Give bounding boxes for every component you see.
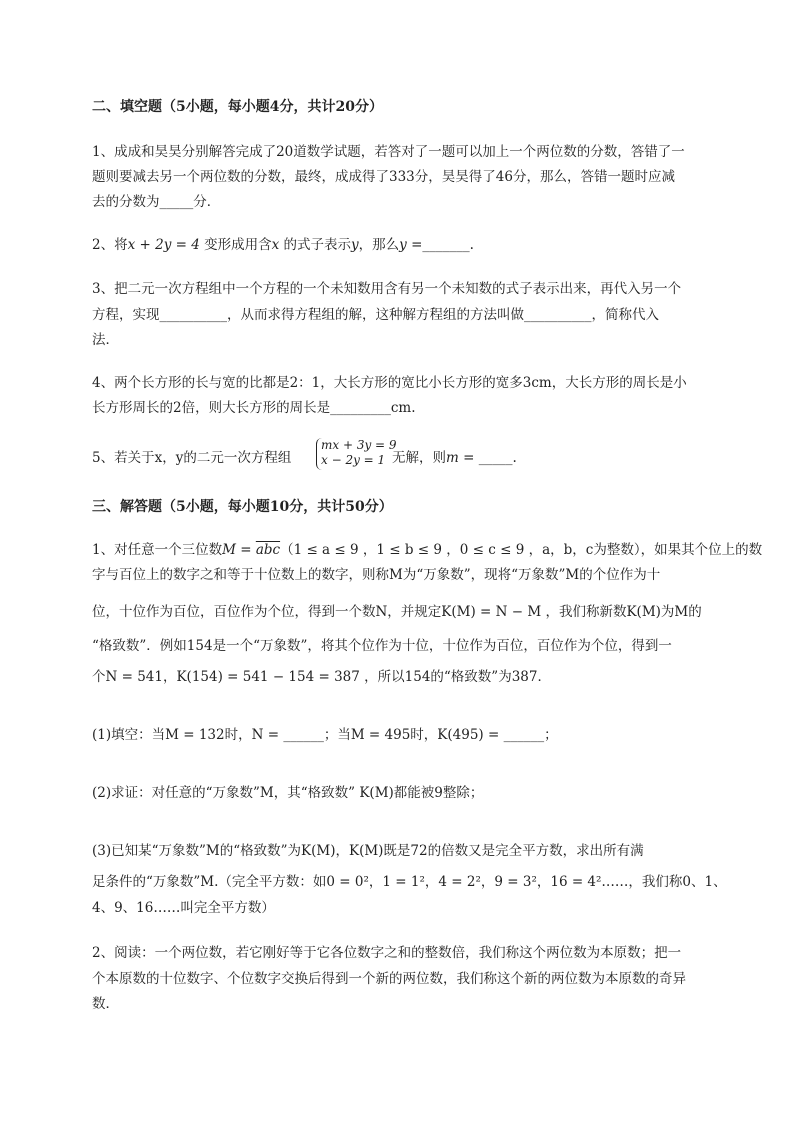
sub-question-1: (1)填空：当M = 132时，N = ______；当M = 495时，K(495) = ______； [92, 727, 558, 743]
text: ，那么 [358, 237, 400, 253]
question-line [92, 449, 291, 467]
question-line: 题则要减去另一个两位数的分数，最终，成成得了333分，昊昊得了46分，那么，答错一题时应减 [92, 169, 675, 185]
question-line: 4、两个长方形的长与宽的比都是2：1，大长方形的宽比小长方形的宽多3cm，大长方形的周长是小 [92, 375, 687, 391]
sub-question-3-line: 足条件的“万象数”M.（完全平方数：如0 = 0²，1 = 1²，4 = 2²，9 = 3²，16 = 4²……，我们称0、1、 [92, 874, 727, 890]
equation-2: x − 2y = 1 [321, 453, 386, 467]
question-2-2 [92, 236, 474, 254]
equation-1: mx + 3y = 9 [321, 438, 397, 452]
text: （1 ≤ a ≤ 9 ，1 ≤ b ≤ 9 ，0 ≤ c ≤ 9 ，a，b，c为整数），如果其个位上的数 [280, 542, 763, 558]
variable-y: y [351, 237, 359, 253]
text: 2、将 [92, 237, 128, 253]
question-line [92, 541, 762, 559]
question-line: 3、把二元一次方程组中一个方程的一个未知数用含有另一个未知数的式子表示出来，再代入另一个 [92, 281, 682, 297]
sub-question-3: (3)已知某“万象数”M的“格致数”为K(M)，K(M)既是72的倍数又是完全平方数，求出所有满 [92, 843, 644, 859]
question-line: 1、成成和昊昊分别解答完成了20道数学试题，若答对了一题可以加上一个两位数的分数，答错了一 [92, 144, 685, 160]
question-line: 数． [92, 996, 119, 1012]
variable-y: y [399, 237, 407, 253]
variable-m: m [446, 450, 459, 466]
text: 变形成用含 [199, 237, 272, 253]
equation: x + 2y = 4 [127, 237, 200, 253]
question-line: 个本原数的十位数字、个位数字交换后得到一个新的两位数，我们称这个新的两位数为本原数的奇异 [92, 971, 686, 987]
text: 无解，则 [392, 450, 446, 466]
text: 的式子表示 [279, 237, 352, 253]
question-line: 位，十位作为百位，百位作为个位，得到一个数N，并规定K(M) = N − M ，我们称新数K(M)为M的 [92, 604, 702, 620]
question-line: 个N = 541，K(154) = 541 − 154 = 387 ，所以154的“格致数”为387． [92, 669, 551, 685]
question-line [392, 449, 517, 467]
question-line: 方程，实现__________，从而求得方程组的解，这种解方程组的方法叫做__________，简称代入 [92, 307, 659, 323]
overline-abc: $\overline{abc}$ [255, 542, 281, 558]
text: =_______. [406, 237, 474, 253]
section-heading-fill-in: 二、填空题（5小题，每小题4分，共计20分） [92, 99, 383, 115]
question-line: 法． [92, 332, 119, 348]
sub-question-2: (2)求证：对任意的“万象数”M，其“格致数” K(M)都能被9整除； [92, 785, 484, 801]
equation-system [316, 438, 397, 470]
section-heading-answer: 三、解答题（5小题，每小题10分，共计50分） [92, 499, 393, 515]
text: 5、若关于x，y的二元一次方程组 [92, 450, 292, 466]
text: = _____. [458, 450, 517, 466]
variable-x: x [271, 237, 280, 253]
text: 1、对任意一个三位数 [92, 542, 223, 558]
question-line: 字与百位上的数字之和等于十位数上的数字，则称M为“万象数”，现将“万象数”M的个位作为十 [92, 567, 661, 583]
question-line: 长方形周长的2倍，则大长方形的周长是_________cm. [92, 400, 416, 416]
formula: M = [222, 542, 256, 558]
sub-question-3-line: 4、9、16……叫完全平方数） [92, 900, 275, 916]
question-line: 2、阅读：一个两位数，若它刚好等于它各位数字之和的整数倍，我们称这个两位数为本原数；把一 [92, 945, 682, 961]
question-line: “格致数”．例如154是一个“万象数”，将其个位作为十位，十位作为百位，百位作为个位，得到一 [92, 638, 672, 654]
question-line: 去的分数为_____分． [92, 194, 221, 210]
